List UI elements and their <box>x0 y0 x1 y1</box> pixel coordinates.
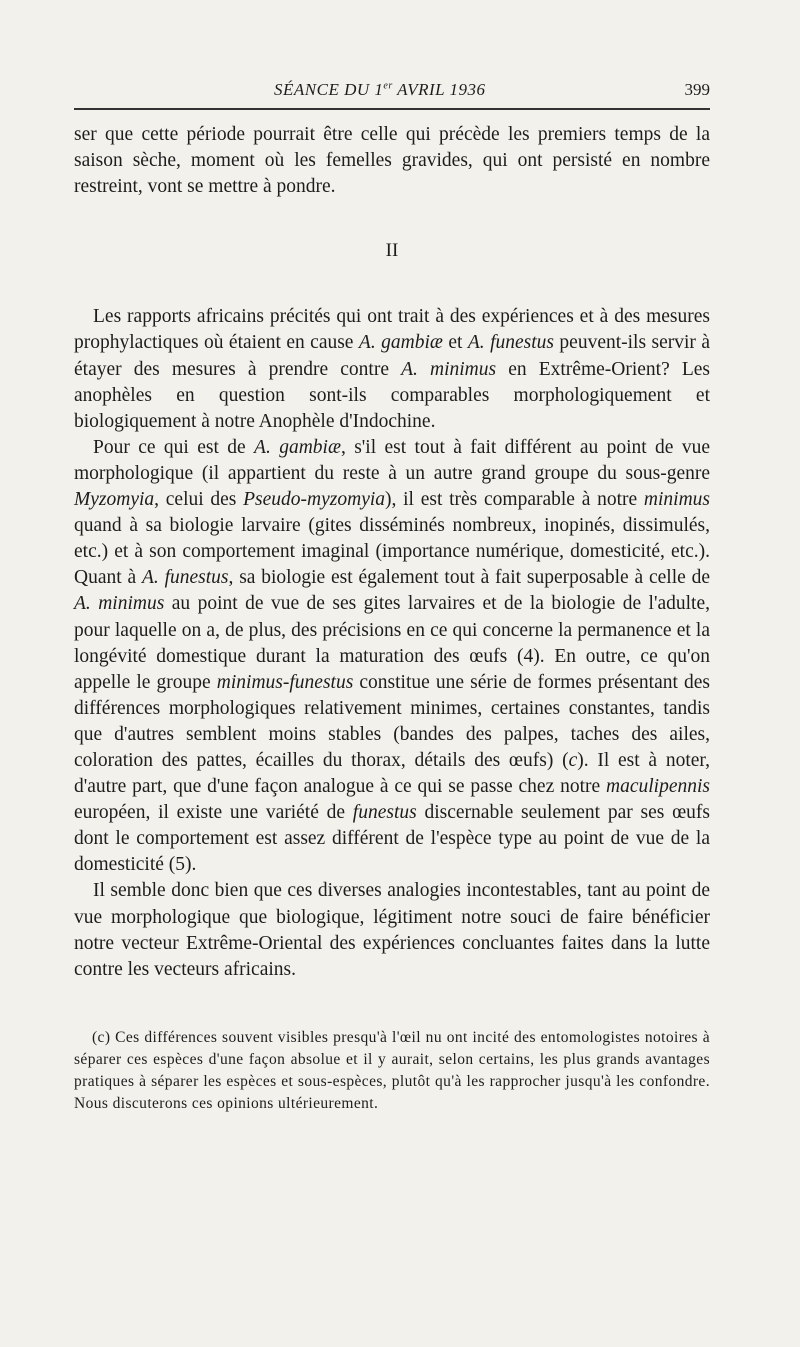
paragraph-continuation: ser que cette période pourrait être celle qui précède les premiers temps de la saison sèche, moment où les femelles gravides, qui ont persisté en nombre restreint, vont se mettre à pondre. <box>74 124 710 198</box>
footnote <box>74 1027 710 1115</box>
article-body <box>74 122 710 1115</box>
journal-page <box>74 74 710 1115</box>
section-heading: II <box>385 240 399 262</box>
running-header <box>74 74 710 110</box>
running-title: SÉANCE DU 1er AVRIL 1936 <box>274 80 486 99</box>
paragraph-comparison: Pour ce qui est de A. gambiæ, s'il est tout à fait différent au point de vue morphologique (il appartient du reste à un autre grand groupe du sous-genre Myzomyia, celui des Pseudo-myzomyia), il est très comparable à notre minimus quand à sa biologie larvaire (gites disséminés nombreux, inopinés, dissimulés, etc.) et à son comportement imaginal (importance numérique, domesticité, etc.). Quant à A. funestus, sa biologie est également tout à fait superposable à celle de A. minimus au point de vue de ses gites larvaires et de la biologie de l'adulte, pour laquelle on a, de plus, des précisions en ce qui concerne la permanence et la longévité domestique durant la maturation des œufs (4). En outre, ce qu'on appelle le groupe minimus-funestus constitue une série de formes présentant des différences morphologiques relativement minimes, certaines constantes, tandis que d'autres semblent moins stables (bandes des palpes, taches des ailes, coloration des pattes, écailles du thorax, détails des œufs) (c). Il est à noter, d'autre part, que d'une façon analogue à ce qui se passe chez notre maculipennis européen, il existe une variété de funestus discernable seulement par ses œufs dont le comportement est assez différent de l'espèce type au point de vue de la domesticité (5). <box>74 436 710 876</box>
paragraph-african-reports: Les rapports africains précités qui ont trait à des expériences et à des mesures prophylactiques où étaient en cause A. gambiæ et A. funestus peuvent-ils servir à étayer des mesures à prendre contre A. minimus en Extrême-Orient? Les anophèles en question sont-ils comparables morphologiquement et biologiquement à notre Anophèle d'Indochine. <box>74 306 710 432</box>
paragraph-conclusion: Il semble donc bien que ces diverses analogies incontestables, tant au point de vue morphologique que biologique, légitiment notre souci de faire bénéficier notre vecteur Extrême-Oriental des expériences concluantes faites dans la lutte contre les vecteurs africains. <box>74 880 710 980</box>
footnote-text: Ces différences souvent visibles presqu'à l'œil nu ont incité des entomologistes notoires à séparer ces espèces d'une façon absolue et il y aurait, selon certains, les plus grands avantages pratiques à séparer les espèces et sous-espèces, plutôt qu'à les rapprocher jusqu'à les confondre. Nous discuterons ces opinions ultérieurement. <box>74 1028 710 1112</box>
footnote-marker: (c) <box>92 1028 111 1046</box>
page-number: 399 <box>684 80 710 99</box>
